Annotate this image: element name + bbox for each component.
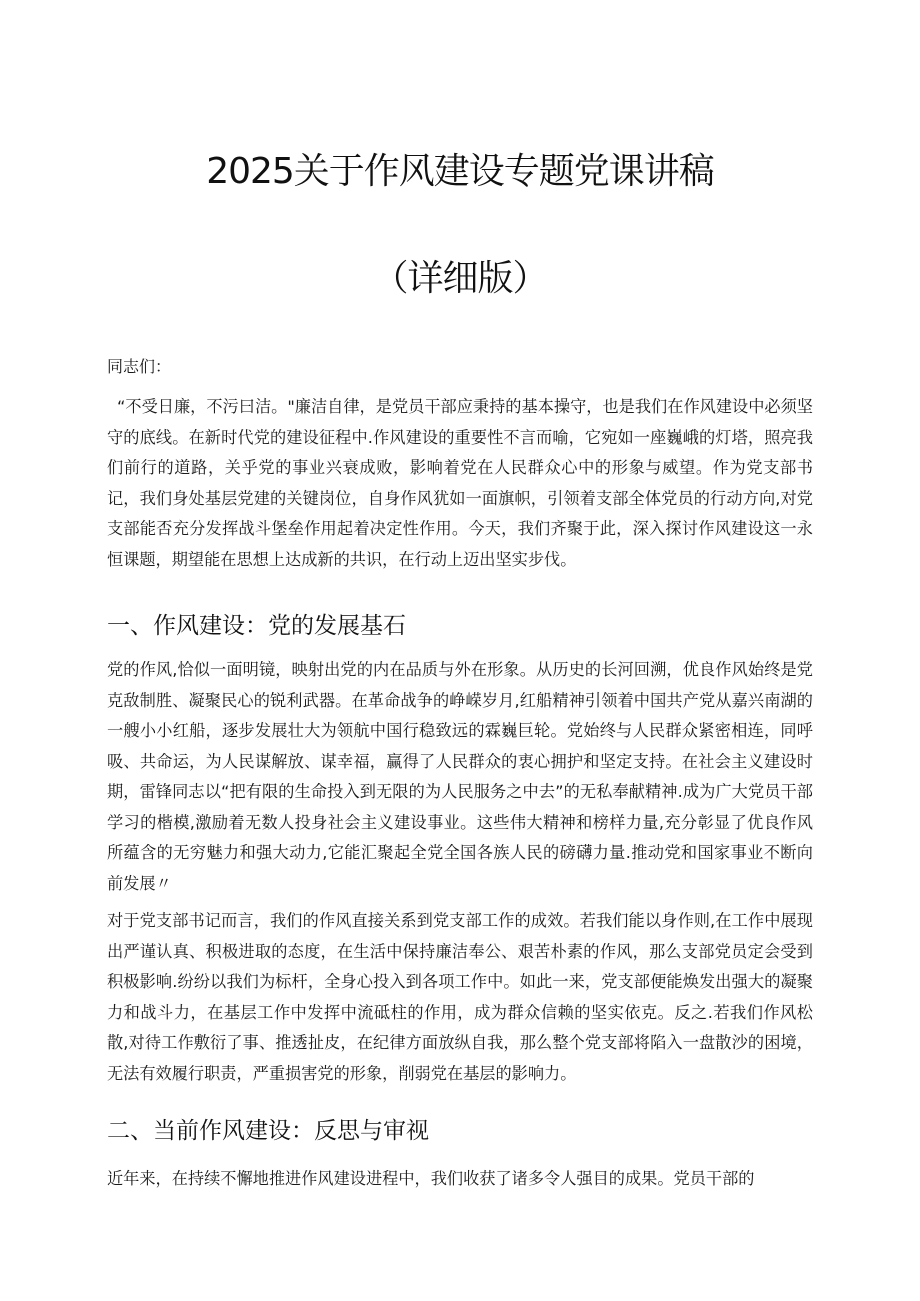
intro-paragraph: “不受日廉，不污曰洁。"廉洁自律，是党员干部应秉持的基本操守，也是我们在作风建设中必须坚守的底线。在新时代党的建设征程中.作风建设的重要性不言而喻，它宛如一座巍峨的灯塔，照亮我们前行的道路，关乎党的事业兴衰成败，影响着党在人民群众心中的形象与威望。作为党支部书记，我们身处基层党建的关键岗位，自身作风犹如一面旗帜，引领着支部全体党员的行动方向,对党支部能否充分发挥战斗堡垒作用起着决定性作用。今天，我们齐聚于此，深入探讨作风建设这一永恒课题，期望能在思想上达成新的共识，在行动上迈出坚实步伐。 <box>107 397 813 569</box>
section-1-heading: 一、作风建设：党的发展基石 <box>107 613 406 639</box>
section-2-paragraph-1: 近年来，在持续不懈地推进作风建设进程中，我们收获了诸多令人强目的成果。党员干部的 <box>107 1169 755 1188</box>
section-1-paragraph-1: 党的作风,恰似一面明镜，映射出党的内在品质与外在形象。从历史的长河回溯，优良作风始终是党克敌制胜、凝聚民心的锐利武器。在革命战争的峥嵘岁月,红船精神引领着中国共产党从嘉兴南湖的一艘小小红船，逐步发展壮大为领航中国行稳致远的霖巍巨轮。党始终与人民群众紧密相连，同呼吸、共命运，为人民谋解放、谋幸福，赢得了人民群众的衷心拥护和坚定支持。在社会主义建设时期，雷锋同志以“把有限的生命投入到无限的为人民服务之中去”的无私奉献精神.成为广大党员干部学习的楷模,激励着无数人投身社会主义建设事业。这些伟大精神和榜样力量,充分彰显了优良作风所蕴含的无穷魅力和强大动力,它能汇聚起全党全国各族人民的磅礴力量.推动党和国家事业不断向前发展〃 <box>107 660 813 893</box>
document-title: 2025关于作风建设专题党课讲稿 <box>206 151 714 192</box>
section-2-heading: 二、当前作风建设：反思与审视 <box>107 1118 429 1144</box>
section-1-paragraph-2: 对于党支部书记而言，我们的作风直接关系到党支部工作的成效。若我们能以身作则,在工作中展现出严谨认真、积极进取的态度，在生活中保持廉洁奉公、艰苦朴素的作风，那么支部党员定会受到积极影响.纷纷以我们为标杆，全身心投入到各项工作中。如此一来，党支部便能焕发出强大的凝聚力和战斗力，在基层工作中发挥中流砥柱的作用，成为群众信赖的坚实依克。反之.若我们作风松散,对待工作敷衍了事、推透扯皮，在纪律方面放纵自我，那么整个党支部将陷入一盘散沙的困境，无法有效履行职责，严重损害党的形象，削弱党在基层的影响力。 <box>107 911 813 1083</box>
greeting: 同志们： <box>107 357 172 376</box>
document-subtitle: （详细版） <box>372 258 548 299</box>
